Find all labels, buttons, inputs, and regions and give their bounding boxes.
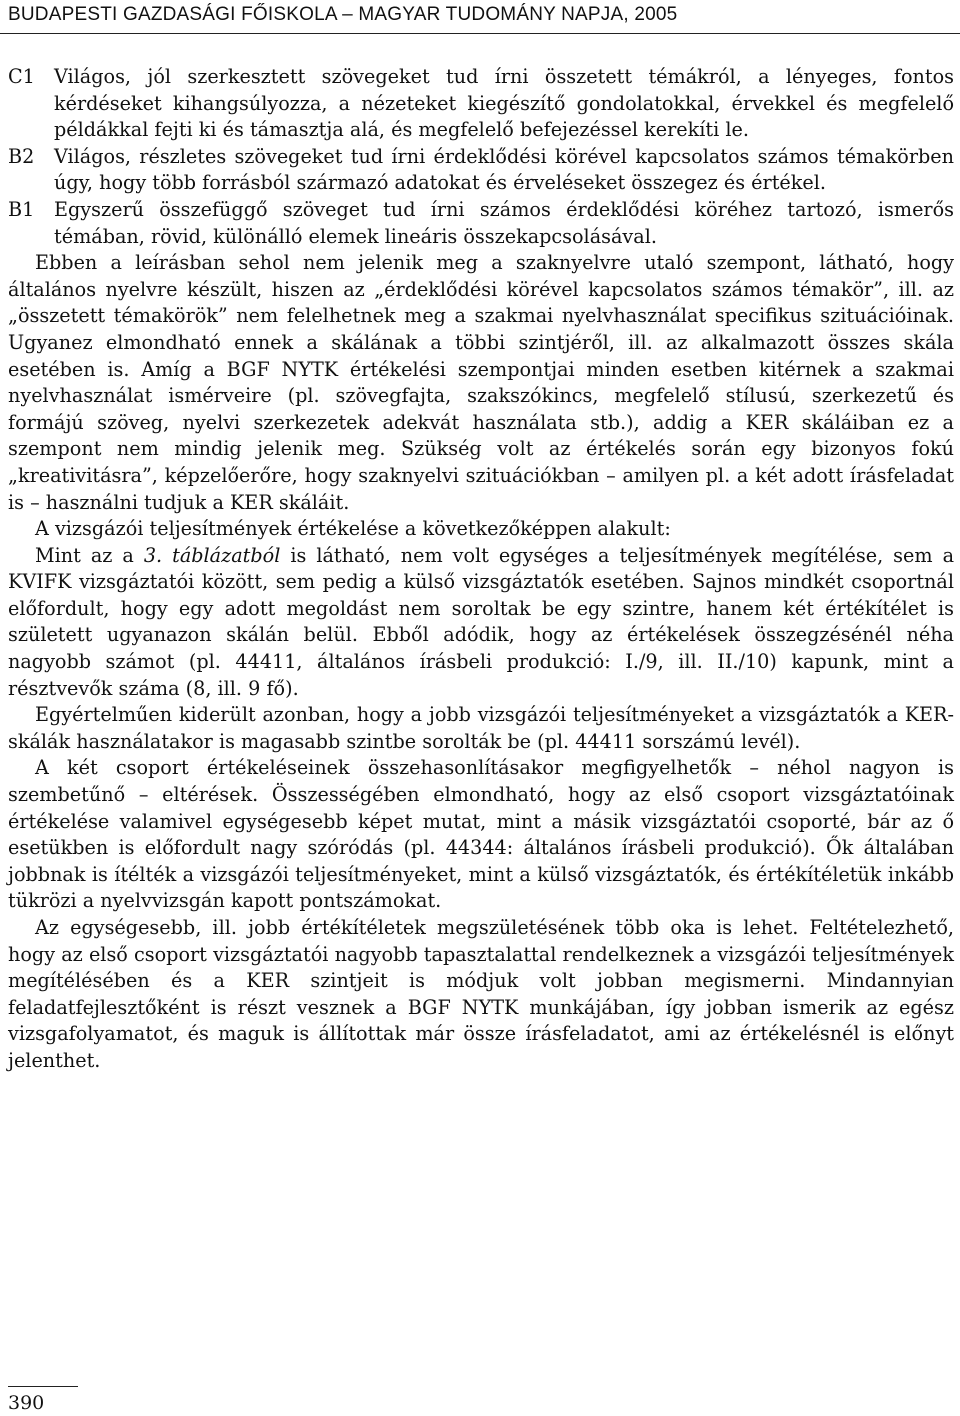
level-code: C1	[8, 65, 35, 88]
table-reference: 3. táblázatból	[143, 543, 281, 567]
paragraph-3-rest: is látható, nem volt egységes a teljesítmények megítélése, sem a KVIFK vizsgáztatói között, sem pedig a külső vizsgáztatók esetében. Sajnos mindkét csoportnál előfordult, hogy egy adott megoldást nem soroltak be egy szintre, hanem két értékítélet is született ugyanazon skálán belül. Ebből adódik, hogy az értékelések összegzésénél néha nagyobb számot (pl. 44411, általános írásbeli produkció: I./9, ill. II./10) kapunk, mint a résztvevők száma (8, ill. 9 fő).	[8, 543, 955, 700]
level-description: Egyszerű összefüggő szöveget tud írni számos érdeklődési köréhez tartozó, ismerős témában, rövid, különálló elemek lineáris összekapcsolásával.	[54, 197, 954, 248]
page-number-rule	[8, 1386, 78, 1387]
level-code: B2	[8, 144, 35, 168]
level-descriptor-c1	[8, 64, 954, 144]
level-descriptor-b1	[8, 197, 954, 250]
level-description: Világos, részletes szövegeket tud írni érdeklődési körével kapcsolatos számos témakörben úgy, hogy több forrásból származó adatokat és érveléseket összegez és értékel.	[54, 144, 954, 195]
level-code: B1	[8, 197, 35, 221]
paragraph-2: A vizsgázói teljesítmények értékelése a következőképpen alakult:	[35, 517, 671, 541]
header-rule	[0, 33, 960, 34]
paragraph-3	[8, 543, 954, 703]
paragraph-3-start: Mint az a	[35, 543, 144, 567]
paragraph-5: A két csoport értékeléseinek összehasonlításakor megfigyelhetők – néhol nagyon is szembetűnő – eltérések. Összességében elmondható, hogy az első csoport vizsgáztatóinak értékelése valamivel egységesebb képet mutat, mint a másik vizsgáztatói csoporté, bár az ő esetükben is előfordult nagy szóródás (pl. 44344: általános írásbeli produkció). Ők általában jobbnak is ítélték a vizsgázói teljesítményeket, mint a külső vizsgáztatók, és értékítéletük inkább tükrözi a nyelvvizsgán kapott pontszámokat.	[8, 756, 954, 913]
level-descriptor-b2	[8, 144, 954, 197]
running-header	[8, 4, 952, 26]
page-body	[8, 64, 954, 1075]
level-description: Világos, jól szerkesztett szövegeket tud írni összetett témákról, a lényeges, fontos kérdéseket kihangsúlyozza, a nézeteket kiegészítő gondolatokkal, érvekkel és megfelelő példákkal fejti ki és támasztja alá, és megfelelő befejezéssel kerekíti le.	[54, 65, 954, 142]
paragraph-6: Az egységesebb, ill. jobb értékítéletek megszületésének több oka is lehet. Feltételezhető, hogy az első csoport vizsgáztatói nagyobb tapasztalattal rendelkeznek a vizsgázói teljesítmények megítélésében és a KER szintjeit is módjuk volt jobban megismerni. Mindannyian feladatfejlesztőként is részt vesznek a BGF NYTK munkájában, így jobban ismerik az egész vizsgafolyamatot, és maguk is állítottak már össze írásfeladatot, ami az értékelésnél is előnyt jelenthet.	[8, 916, 954, 1072]
paragraph-1: Ebben a leírásban sehol nem jelenik meg a szaknyelvre utaló szempont, látható, hogy általános nyelvre készült, hiszen az „érdeklődési körével kapcsolatos számos témakör”, ill. az „összetett témakörök” nem felelhetnek meg a szakmai nyelvhasználat specifikus szituációinak. Ugyanez elmondható ennek a skálának a többi szintjéről, ill. az alkalmazott összes skála esetében is. Amíg a BGF NYTK értékelési szempontjai minden esetben kitérnek a szakmai nyelvhasználat ismérveire (pl. szövegfajta, szakszókincs, megfelelő stílusú, szerkezetű és formájú szöveg, nyelvi szerkezetek adekvát használata stb.), addig a KER skáláiban ez a szempont nem mindig jelenik meg. Szükség volt az értékelés során egy bizonyos fokú „kreativitásra”, képzelőerőre, hogy szaknyelvi szituációkban – amilyen pl. a két adott írásfeladat is – használni tudjuk a KER skáláit.	[8, 251, 954, 514]
paragraph-4: Egyértelműen kiderült azonban, hogy a jobb vizsgázói teljesítményeket a vizsgáztatók a KER-skálák használatakor is magasabb szintbe sorolták be (pl. 44411 sorszámú levél).	[8, 703, 954, 753]
running-title: BUDAPESTI GAZDASÁGI FŐISKOLA – MAGYAR TUDOMÁNY NAPJA, 2005	[8, 4, 678, 25]
page-number: 390	[8, 1392, 45, 1414]
